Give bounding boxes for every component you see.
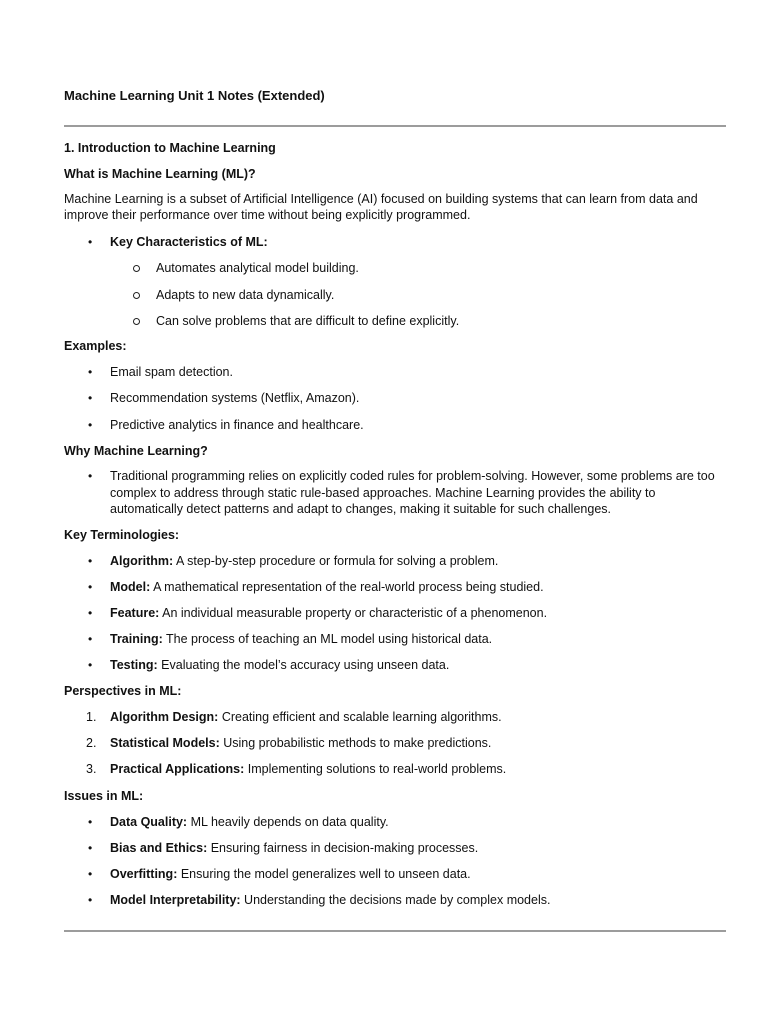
term-label: Model Interpretability: (110, 893, 241, 907)
characteristic-item: Adapts to new data dynamically. (156, 288, 335, 302)
term-label: Practical Applications: (110, 762, 245, 776)
terminology-item (110, 553, 498, 569)
list-number: 1. (86, 710, 97, 724)
bottom-divider (64, 930, 726, 932)
document-title: Machine Learning Unit 1 Notes (Extended) (64, 88, 325, 103)
perspective-item (110, 709, 502, 725)
why-ml-heading: Why Machine Learning? (64, 444, 208, 458)
bullet-icon: • (88, 580, 93, 594)
bullet-icon: • (88, 841, 93, 855)
key-characteristics-label: Key Characteristics of ML: (110, 235, 268, 249)
issue-item (110, 814, 389, 830)
term-description: ML heavily depends on data quality. (187, 815, 389, 829)
ml-definition: Machine Learning is a subset of Artificial Intelligence (AI) focused on building systems that can learn from data and improve their performance over time without being explicitly programmed. (64, 192, 698, 222)
circle-bullet-icon (133, 265, 140, 272)
bullet-icon: • (88, 365, 93, 379)
bullet-icon: • (88, 658, 93, 672)
term-description: An individual measurable property or characteristic of a phenomenon. (159, 606, 548, 620)
list-number: 2. (86, 736, 97, 750)
term-label: Training: (110, 632, 163, 646)
perspectives-heading: Perspectives in ML: (64, 684, 182, 698)
bullet-icon: • (88, 632, 93, 646)
section-heading: 1. Introduction to Machine Learning (64, 141, 276, 155)
example-item: Email spam detection. (110, 365, 233, 379)
examples-heading: Examples: (64, 339, 127, 353)
term-label: Algorithm Design: (110, 710, 219, 724)
terminologies-heading: Key Terminologies: (64, 528, 180, 542)
term-description: A mathematical representation of the real-world process being studied. (150, 580, 544, 594)
example-item: Predictive analytics in finance and healthcare. (110, 418, 364, 432)
issue-item (110, 892, 550, 908)
what-is-ml-heading: What is Machine Learning (ML)? (64, 167, 256, 181)
term-description: Ensuring the model generalizes well to unseen data. (177, 867, 471, 881)
bullet-icon: • (88, 893, 93, 907)
characteristic-item: Can solve problems that are difficult to define explicitly. (156, 314, 460, 328)
perspective-item (110, 761, 506, 777)
issue-item (110, 866, 471, 882)
bullet-icon: • (88, 606, 93, 620)
term-label: Model: (110, 580, 151, 594)
perspective-item (110, 735, 491, 751)
bullet-icon: • (88, 391, 93, 405)
bullet-icon: • (88, 815, 93, 829)
term-description: A step-by-step procedure or formula for solving a problem. (173, 554, 499, 568)
term-description: Understanding the decisions made by complex models. (240, 893, 551, 907)
terminology-item (110, 605, 547, 621)
term-description: The process of teaching an ML model using historical data. (162, 632, 493, 646)
document-page (64, 0, 726, 1024)
term-label: Feature: (110, 606, 160, 620)
term-label: Statistical Models: (110, 736, 220, 750)
term-description: Evaluating the model’s accuracy using unseen data. (157, 658, 450, 672)
terminology-item (110, 657, 449, 673)
term-description: Using probabilistic methods to make predictions. (219, 736, 492, 750)
bullet-icon: • (88, 418, 93, 432)
bullet-icon: • (88, 469, 93, 483)
issues-heading: Issues in ML: (64, 789, 144, 803)
terminology-item (110, 631, 492, 647)
circle-bullet-icon (133, 318, 140, 325)
term-description: Ensuring fairness in decision-making processes. (207, 841, 479, 855)
circle-bullet-icon (133, 292, 140, 299)
bullet-icon: • (88, 235, 93, 249)
term-description: Implementing solutions to real-world problems. (244, 762, 507, 776)
term-label: Data Quality: (110, 815, 188, 829)
term-label: Overfitting: (110, 867, 178, 881)
term-description: Creating efficient and scalable learning algorithms. (218, 710, 502, 724)
top-divider (64, 125, 726, 127)
bullet-icon: • (88, 867, 93, 881)
term-label: Testing: (110, 658, 158, 672)
why-ml-text: Traditional programming relies on explicitly coded rules for problem-solving. However, some problems are too complex to address through static rule-based approaches. Machine Learning provides the ability to automatically detect patterns and adapt to changes, making it suitable for such challenges. (110, 469, 715, 516)
list-number: 3. (86, 762, 97, 776)
terminology-item (110, 579, 544, 595)
issue-item (110, 840, 478, 856)
term-label: Bias and Ethics: (110, 841, 208, 855)
characteristic-item: Automates analytical model building. (156, 261, 359, 275)
bullet-icon: • (88, 554, 93, 568)
term-label: Algorithm: (110, 554, 174, 568)
example-item: Recommendation systems (Netflix, Amazon). (110, 391, 360, 405)
